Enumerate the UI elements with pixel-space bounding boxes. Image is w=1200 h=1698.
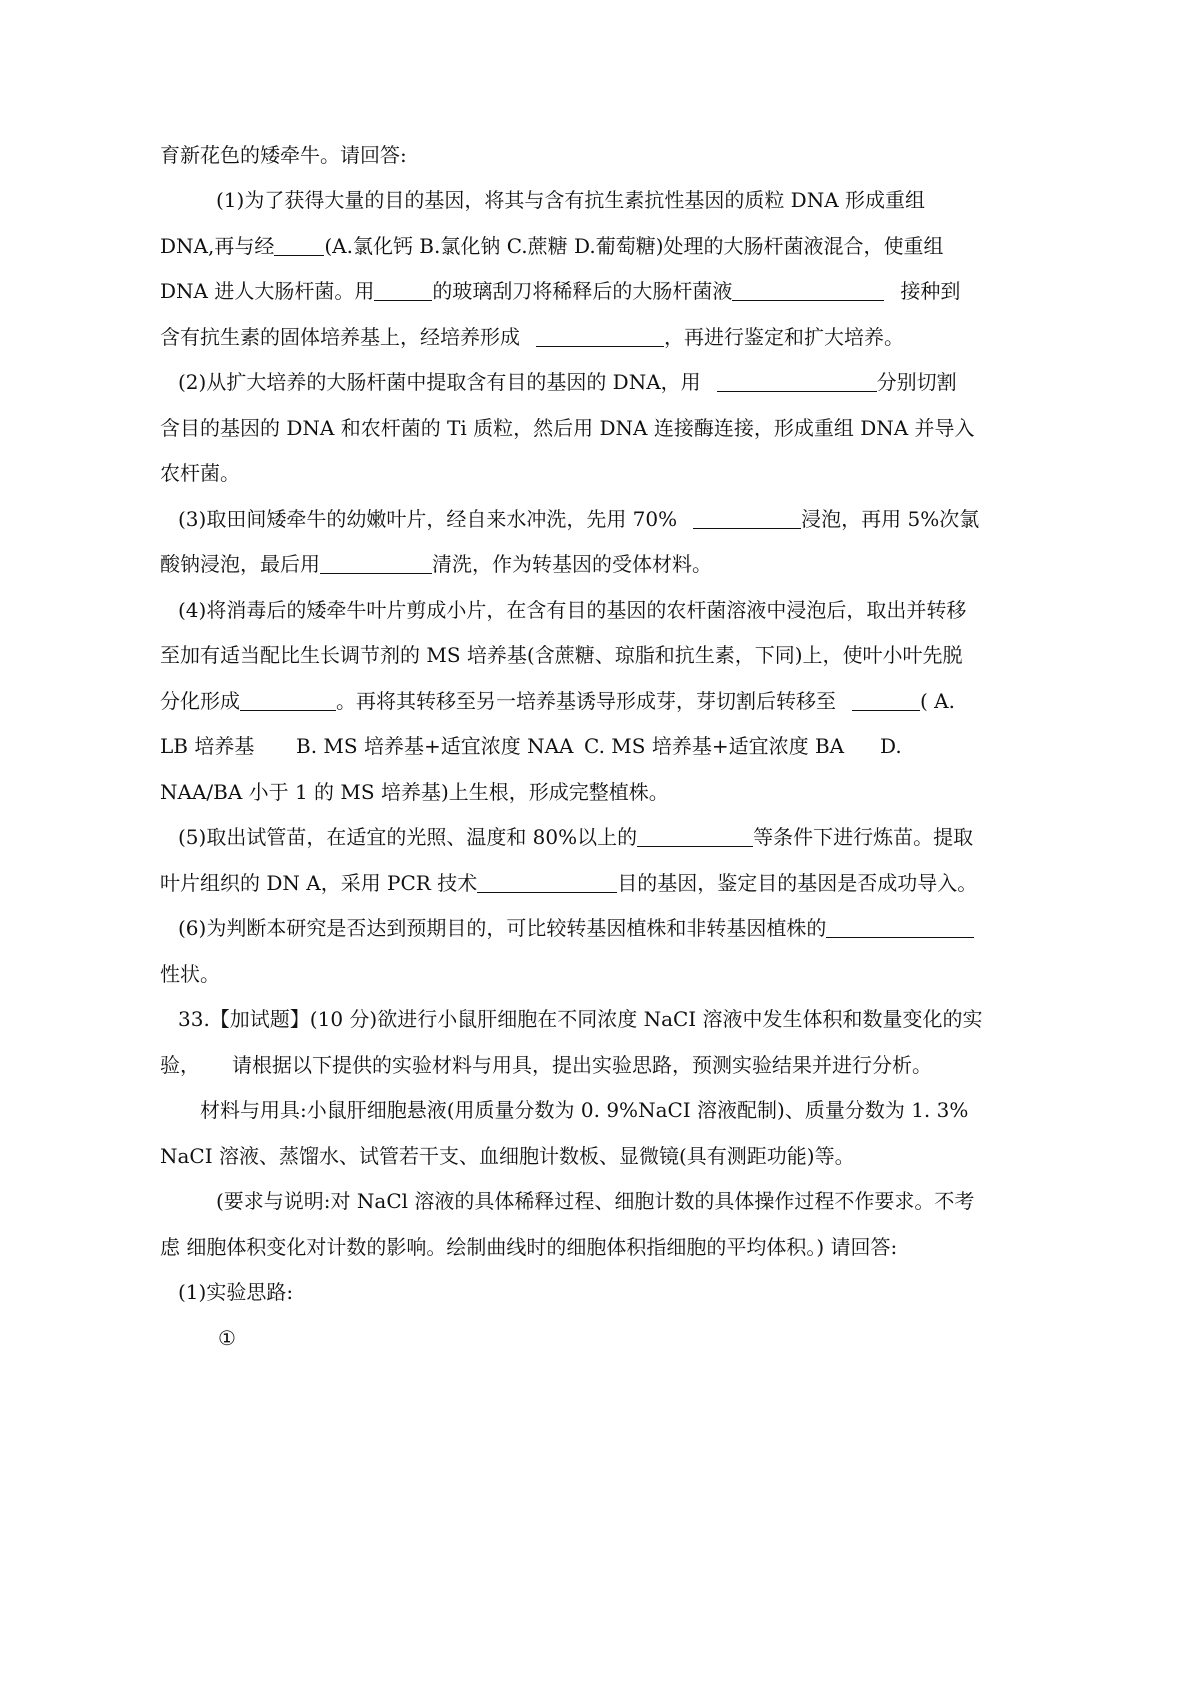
intro-text: 育新花色的矮牵牛。请回答: [160,143,407,167]
blank-11[interactable] [477,872,617,893]
q2-line-1 [178,368,957,396]
q4-text-3b: 。再将其转移至另一培养基诱导形成芽，芽切割后转移至 [336,689,836,713]
q4-text-3a: 分化形成 [160,689,240,713]
q5-text-2a: 叶片组织的 DN A，采用 PCR 技术 [160,871,478,895]
q2-text-2: 含目的基因的 DNA 和农杆菌的 Ti 质粒，然后用 DNA 连接酶连接，形成重组 DNA 并导入 [160,416,975,440]
q5-line-2 [160,869,977,897]
blank-3[interactable] [732,280,884,301]
q3-text-1a: (3)取田间矮牵牛的幼嫩叶片，经自来水冲洗，先用 70% [178,507,678,531]
blank-4[interactable] [536,326,664,347]
requirements-line-1 [216,1187,974,1215]
requirements-line-2 [160,1233,897,1261]
q6-text-1: (6)为判断本研究是否达到预期目的，可比较转基因植株和非转基因植株的 [178,916,827,940]
blank-2[interactable] [374,280,432,301]
q1-line-4 [160,323,904,351]
materials-text-2: NaCI 溶液、蒸馏水、试管若干支、血细胞计数板、显微镜(具有测距功能)等。 [160,1144,855,1168]
q1-text-3a: DNA 进人大肠杆菌。用 [160,279,375,303]
step-heading [178,1278,293,1306]
q1-text-1: (1)为了获得大量的目的基因，将其与含有抗生素抗性基因的质粒 DNA 形成重组 [216,188,926,212]
q3-text-2b: 清洗，作为转基因的受体材料。 [432,552,712,576]
intro-line [160,141,407,169]
step-heading-text: (1)实验思路: [178,1280,294,1304]
q2-text-1a: (2)从扩大培养的大肠杆菌中提取含有目的基因的 DNA，用 [178,370,701,394]
materials-text-1: 材料与用具:小鼠肝细胞悬液(用质量分数为 0. 9%NaCI 溶液配制)、质量分数为 1. 3% [200,1098,969,1122]
option-b: B. MS 培养基+适宜浓度 NAA [296,734,574,758]
q4-text-2: 至加有适当配比生长调节剂的 MS 培养基(含蔗糖、琼脂和抗生素，下同)上，使叶小叶先脱 [160,643,963,667]
q33-text-2b: 请根据以下提供的实验材料与用具，提出实验思路，预测实验结果并进行分析。 [232,1053,932,1077]
q6-line-2 [160,960,220,988]
q1-line-1 [216,186,925,214]
step-1-marker [218,1324,236,1352]
q5-text-1b: 等条件下进行炼苗。提取 [753,825,974,849]
q4-line-5 [160,778,669,806]
blank-8[interactable] [240,690,336,711]
q3-line-1 [178,505,979,533]
q4-line-2 [160,641,963,669]
blank-5[interactable] [717,371,877,392]
q4-text-1: (4)将消毒后的矮牵牛叶片剪成小片，在含有目的基因的农杆菌溶液中浸泡后，取出并转移 [178,598,967,622]
blank-9[interactable] [852,690,920,711]
q5-text-1a: (5)取出试管苗，在适宜的光照、温度和 80%以上的 [178,825,638,849]
blank-12[interactable] [826,917,974,938]
q1-text-2b: (A.氯化钙 B.氯化钠 C.蔗糖 D.葡萄糖)处理的大肠杆菌液混合，使重组 [324,234,944,258]
q33-text-1: 33.【加试题】(10 分)欲进行小鼠肝细胞在不同浓度 NaCI 溶液中发生体积和数量变化的实 [178,1007,983,1031]
q6-line-1 [178,914,974,942]
q1-text-4b: ，再进行鉴定和扩大培养。 [664,325,904,349]
option-d: D. [880,734,902,758]
q2-line-2 [160,414,975,442]
q6-text-2: 性状。 [160,962,220,986]
q2-line-3 [160,459,240,487]
q4-line-1 [178,596,966,624]
q1-text-4a: 含有抗生素的固体培养基上，经培养形成 [160,325,520,349]
circled-one-text: ① [218,1326,236,1350]
option-c: C. MS 培养基+适宜浓度 BA [584,734,845,758]
q4-text-5: NAA/BA 小于 1 的 MS 培养基)上生根，形成完整植株。 [160,780,669,804]
q1-line-3 [160,277,960,305]
q2-text-3: 农杆菌。 [160,461,240,485]
q3-text-1b: 浸泡，再用 5%次氯 [801,507,980,531]
q3-text-2a: 酸钠浸泡，最后用 [160,552,320,576]
q5-line-1 [178,823,973,851]
materials-line-2 [160,1142,855,1170]
q1-text-2a: DNA,再与经 [160,234,275,258]
option-a: LB 培养基 [160,734,255,758]
q1-line-2 [160,232,944,260]
blank-6[interactable] [693,508,801,529]
q2-text-1b: 分别切割 [876,370,957,394]
blank-1[interactable] [274,235,324,256]
q4-line-3 [160,687,955,715]
q3-line-2 [160,550,712,578]
q5-text-2b: 目的基因，鉴定目的基因是否成功导入。 [617,871,978,895]
blank-10[interactable] [637,826,753,847]
q33-line-2 [160,1051,932,1079]
q4-text-3c: ( A. [920,689,955,713]
q1-text-3c: 接种到 [900,279,961,303]
q33-text-2a: 验， [160,1053,200,1077]
materials-line-1 [200,1096,968,1124]
q1-text-3b: 的玻璃刮刀将稀释后的大肠杆菌液 [432,279,733,303]
q33-line-1 [178,1005,983,1033]
requirements-text-2: 虑 细胞体积变化对计数的影响。绘制曲线时的细胞体积指细胞的平均体积。) 请回答: [160,1235,898,1259]
requirements-text-1: (要求与说明:对 NaCl 溶液的具体稀释过程、细胞计数的具体操作过程不作要求。不考 [216,1189,975,1213]
blank-7[interactable] [320,553,432,574]
